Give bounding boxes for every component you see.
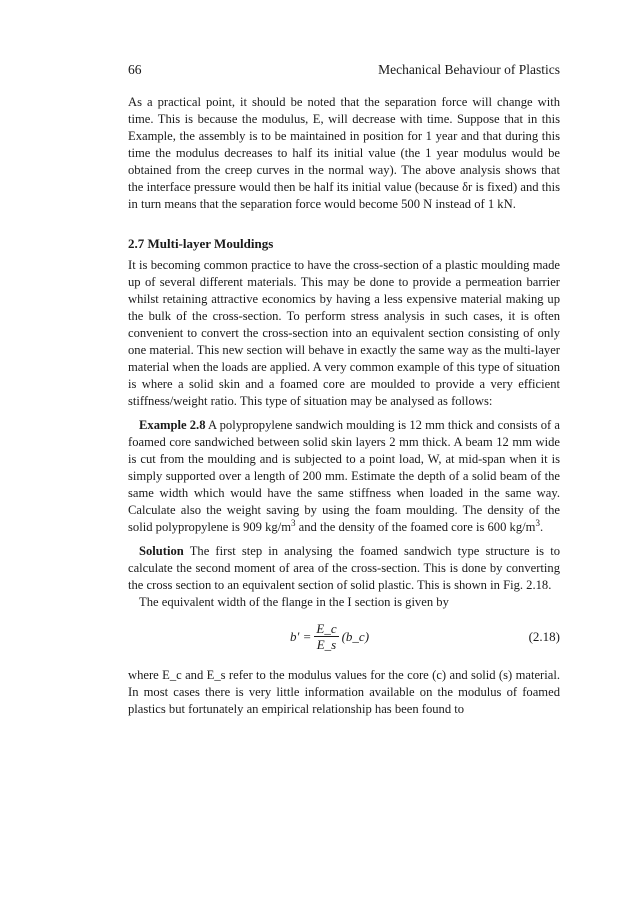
unit-superscript-1: 3 <box>291 517 296 528</box>
page-header <box>128 62 560 80</box>
closing-paragraph: where E_c and E_s refer to the modulus values for the core (c) and solid (s) material. In most cases there is very little information available on the modulus of foamed plastics but fortunately an empirical relationship has been found to <box>128 668 560 716</box>
section-paragraph: It is becoming common practice to have the cross-section of a plastic moulding made up of several different materials. This may be done to provide a permeation barrier whilst retaining attractive economics by having a less expensive material making up the bulk of the cross-section. To perform stress analysis in such cases, it is often convenient to convert the cross-section into an equivalent section consisting of only one material. This new section will behave in exactly the same way as the multi-layer material when the loads are applied. A very common example of this type of situation is where a solid skin and a foamed core are moulded to provide a very efficient stiffness/weight ratio. This type of situation may be analysed as follows: <box>128 258 560 408</box>
solution-text: The first step in analysing the foamed sandwich type structure is to calculate the second moment of area of the cross-section. This is done by converting the cross section to an equivalent section of solid plastic. This is shown in Fig. 2.18. <box>128 544 561 592</box>
equation-2-18 <box>128 615 560 661</box>
page <box>128 62 560 718</box>
example-text: A polypropylene sandwich moulding is 12 mm thick and consists of a foamed core sandwiched between solid skin layers 2 mm thick. A beam 12 mm wide is cut from the moulding and is subjected to a point load, W, at mid-span when it is simply supported over a length of 200 mm. Estimate the depth of a solid beam of the same width which would have the same stiffness when loaded in the same way. Calculate also the weight saving by using the foam moulding. The density of the solid polypropylene is 909 kg/m <box>128 418 560 534</box>
example-text-2: and the density of the foamed core is 600 kg/m <box>295 520 536 534</box>
equation-body <box>290 621 369 652</box>
equation-denominator: E_s <box>316 637 337 652</box>
equation-rhs: (b_c) <box>341 628 370 644</box>
solution-followup: The equivalent width of the flange in the I section is given by <box>139 595 449 609</box>
intro-paragraph: As a practical point, it should be noted that the separation force will change with time. This is because the modulus, E, will decrease with time. Suppose that in this Example, the assembly is to be maintained in position for 1 year and that during this time the modulus decreases to half its initial value (the 1 year modulus would be obtained from the creep curves in the normal way). The above analysis shows that the interface pressure would then be half its initial value (because δr is fixed) and this in turn means that the separation force would become 500 N instead of 1 kN. <box>128 95 560 211</box>
example-text-end: . <box>539 520 544 534</box>
solution-label: Solution <box>139 544 184 558</box>
equation-number: (2.18) <box>528 629 560 644</box>
solution-paragraph <box>128 543 560 594</box>
equation-numerator: E_c <box>316 621 337 636</box>
unit-superscript-2: 3 <box>535 517 540 528</box>
equation-lhs: b′ = <box>290 628 312 644</box>
equation-fraction <box>314 621 338 652</box>
page-number: 66 <box>128 62 142 77</box>
running-title: Mechanical Behaviour of Plastics <box>378 62 560 77</box>
section-heading: 2.7 Multi-layer Mouldings <box>128 236 274 251</box>
example-paragraph <box>128 417 560 536</box>
example-label: Example 2.8 <box>139 418 206 432</box>
